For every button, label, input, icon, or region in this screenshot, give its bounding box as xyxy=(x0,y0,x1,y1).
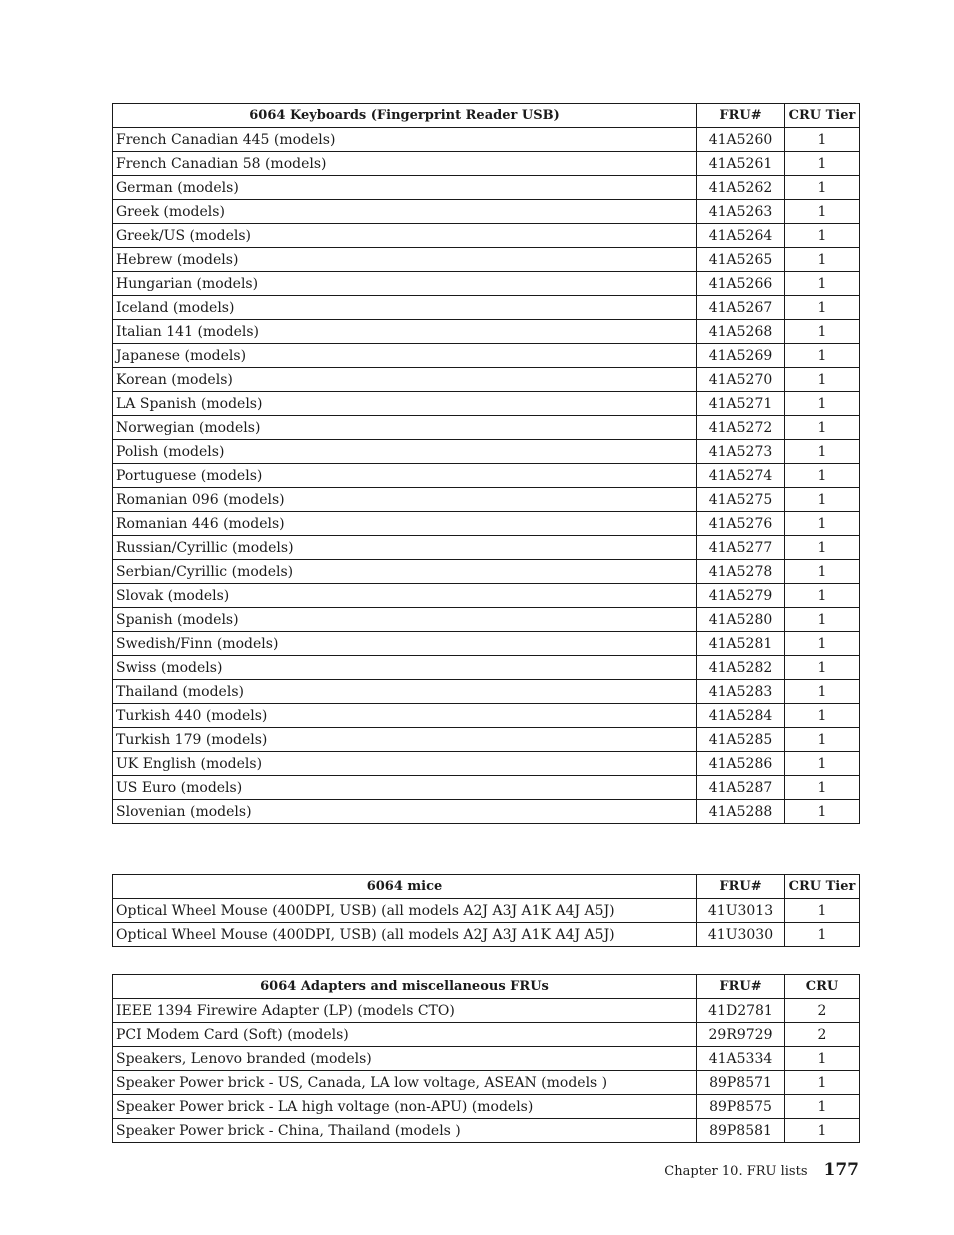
table-row xyxy=(113,536,860,560)
table-row xyxy=(113,152,860,176)
column-header-description: 6064 Adapters and miscellaneous FRUs xyxy=(113,975,697,999)
column-header-fru: FRU# xyxy=(697,975,785,999)
cell-description: Speaker Power brick - LA high voltage (non-APU) (models) xyxy=(113,1095,697,1119)
table-row xyxy=(113,272,860,296)
table-row xyxy=(113,320,860,344)
cell-fru-number: 41A5279 xyxy=(697,584,785,608)
cell-fru-number: 41A5270 xyxy=(697,368,785,392)
table-row xyxy=(113,608,860,632)
cell-cru-tier: 1 xyxy=(785,1047,860,1071)
cell-description: PCI Modem Card (Soft) (models) xyxy=(113,1023,697,1047)
cell-cru-tier: 1 xyxy=(785,752,860,776)
cell-description: Serbian/Cyrillic (models) xyxy=(113,560,697,584)
cell-fru-number: 41A5282 xyxy=(697,656,785,680)
cell-description: Japanese (models) xyxy=(113,344,697,368)
cell-fru-number: 41A5268 xyxy=(697,320,785,344)
cell-description: Swedish/Finn (models) xyxy=(113,632,697,656)
cell-cru-tier: 1 xyxy=(785,608,860,632)
column-header-description: 6064 Keyboards (Fingerprint Reader USB) xyxy=(113,104,697,128)
cell-cru-tier: 1 xyxy=(785,704,860,728)
cell-fru-number: 41A5261 xyxy=(697,152,785,176)
cell-fru-number: 41U3030 xyxy=(697,923,785,947)
cell-cru-tier: 1 xyxy=(785,536,860,560)
cell-cru-tier: 1 xyxy=(785,152,860,176)
cell-description: LA Spanish (models) xyxy=(113,392,697,416)
cell-description: Italian 141 (models) xyxy=(113,320,697,344)
cell-fru-number: 41A5266 xyxy=(697,272,785,296)
cell-cru-tier: 1 xyxy=(785,176,860,200)
cell-cru-tier: 1 xyxy=(785,488,860,512)
cell-cru-tier: 1 xyxy=(785,416,860,440)
table-row xyxy=(113,776,860,800)
cell-cru-tier: 1 xyxy=(785,632,860,656)
column-header-description: 6064 mice xyxy=(113,875,697,899)
table-row xyxy=(113,200,860,224)
cell-cru-tier: 1 xyxy=(785,296,860,320)
cell-description: Portuguese (models) xyxy=(113,464,697,488)
column-header-cru: CRU Tier xyxy=(785,875,860,899)
cell-description: Optical Wheel Mouse (400DPI, USB) (all models A2J A3J A1K A4J A5J) xyxy=(113,899,697,923)
cell-description: US Euro (models) xyxy=(113,776,697,800)
cell-description: UK English (models) xyxy=(113,752,697,776)
cell-fru-number: 41A5281 xyxy=(697,632,785,656)
cell-fru-number: 41A5283 xyxy=(697,680,785,704)
cell-description: Swiss (models) xyxy=(113,656,697,680)
cell-cru-tier: 1 xyxy=(785,200,860,224)
cell-description: Polish (models) xyxy=(113,440,697,464)
cell-description: Thailand (models) xyxy=(113,680,697,704)
cell-fru-number: 41A5275 xyxy=(697,488,785,512)
cell-description: IEEE 1394 Firewire Adapter (LP) (models CTO) xyxy=(113,999,697,1023)
cell-cru-tier: 1 xyxy=(785,128,860,152)
table-row xyxy=(113,656,860,680)
cell-description: Norwegian (models) xyxy=(113,416,697,440)
cell-fru-number: 41A5260 xyxy=(697,128,785,152)
table-row xyxy=(113,296,860,320)
cell-cru-tier: 1 xyxy=(785,728,860,752)
cell-description: Slovak (models) xyxy=(113,584,697,608)
table-row xyxy=(113,488,860,512)
table-row xyxy=(113,680,860,704)
cell-description: Romanian 096 (models) xyxy=(113,488,697,512)
column-header-fru: FRU# xyxy=(697,875,785,899)
table-row xyxy=(113,224,860,248)
table-row xyxy=(113,800,860,824)
cell-description: Romanian 446 (models) xyxy=(113,512,697,536)
cell-description: Hungarian (models) xyxy=(113,272,697,296)
cell-fru-number: 41A5277 xyxy=(697,536,785,560)
table-row xyxy=(113,248,860,272)
cell-fru-number: 41A5278 xyxy=(697,560,785,584)
cell-description: Korean (models) xyxy=(113,368,697,392)
cell-fru-number: 41A5334 xyxy=(697,1047,785,1071)
table-row xyxy=(113,464,860,488)
cell-fru-number: 41A5272 xyxy=(697,416,785,440)
cell-fru-number: 89P8581 xyxy=(697,1119,785,1143)
cell-cru-tier: 1 xyxy=(785,656,860,680)
cell-cru-tier: 2 xyxy=(785,999,860,1023)
cell-fru-number: 41A5274 xyxy=(697,464,785,488)
cell-cru-tier: 1 xyxy=(785,1071,860,1095)
cell-cru-tier: 1 xyxy=(785,899,860,923)
table-row xyxy=(113,1071,860,1095)
keyboards-table xyxy=(112,103,860,824)
table-row xyxy=(113,128,860,152)
cell-fru-number: 41A5264 xyxy=(697,224,785,248)
table-row xyxy=(113,560,860,584)
cell-fru-number: 41A5276 xyxy=(697,512,785,536)
cell-description: French Canadian 58 (models) xyxy=(113,152,697,176)
table-row xyxy=(113,344,860,368)
table-header-row xyxy=(113,104,860,128)
cell-description: Russian/Cyrillic (models) xyxy=(113,536,697,560)
cell-fru-number: 41U3013 xyxy=(697,899,785,923)
cell-fru-number: 41A5267 xyxy=(697,296,785,320)
table-row xyxy=(113,512,860,536)
mice-table xyxy=(112,874,860,947)
table-row xyxy=(113,752,860,776)
cell-fru-number: 29R9729 xyxy=(697,1023,785,1047)
cell-cru-tier: 1 xyxy=(785,272,860,296)
cell-description: Slovenian (models) xyxy=(113,800,697,824)
table-row xyxy=(113,368,860,392)
cell-cru-tier: 1 xyxy=(785,680,860,704)
cell-description: Optical Wheel Mouse (400DPI, USB) (all models A2J A3J A1K A4J A5J) xyxy=(113,923,697,947)
cell-description: Spanish (models) xyxy=(113,608,697,632)
table-row xyxy=(113,416,860,440)
cell-description: Speakers, Lenovo branded (models) xyxy=(113,1047,697,1071)
cell-fru-number: 41A5288 xyxy=(697,800,785,824)
cell-cru-tier: 1 xyxy=(785,344,860,368)
table-row xyxy=(113,728,860,752)
cell-description: Speaker Power brick - China, Thailand (models ) xyxy=(113,1119,697,1143)
table-row xyxy=(113,1023,860,1047)
cell-description: German (models) xyxy=(113,176,697,200)
page-number: 177 xyxy=(823,1160,859,1180)
cell-fru-number: 41A5287 xyxy=(697,776,785,800)
table-row xyxy=(113,1095,860,1119)
cell-cru-tier: 1 xyxy=(785,512,860,536)
cell-cru-tier: 1 xyxy=(785,1119,860,1143)
cell-fru-number: 41D2781 xyxy=(697,999,785,1023)
cell-cru-tier: 1 xyxy=(785,464,860,488)
table-row xyxy=(113,923,860,947)
cell-fru-number: 41A5273 xyxy=(697,440,785,464)
table-row xyxy=(113,392,860,416)
cell-description: Speaker Power brick - US, Canada, LA low voltage, ASEAN (models ) xyxy=(113,1071,697,1095)
cell-description: Greek/US (models) xyxy=(113,224,697,248)
cell-cru-tier: 1 xyxy=(785,320,860,344)
cell-cru-tier: 2 xyxy=(785,1023,860,1047)
cell-cru-tier: 1 xyxy=(785,800,860,824)
cell-description: Turkish 179 (models) xyxy=(113,728,697,752)
cell-description: Greek (models) xyxy=(113,200,697,224)
table-row xyxy=(113,632,860,656)
cell-cru-tier: 1 xyxy=(785,392,860,416)
chapter-title: Chapter 10. FRU lists xyxy=(664,1164,808,1179)
table-header-row xyxy=(113,875,860,899)
cell-fru-number: 41A5271 xyxy=(697,392,785,416)
cell-fru-number: 41A5265 xyxy=(697,248,785,272)
cell-cru-tier: 1 xyxy=(785,584,860,608)
cell-fru-number: 89P8571 xyxy=(697,1071,785,1095)
table-row xyxy=(113,704,860,728)
table-row xyxy=(113,1119,860,1143)
cell-fru-number: 41A5286 xyxy=(697,752,785,776)
cell-description: Hebrew (models) xyxy=(113,248,697,272)
cell-fru-number: 41A5262 xyxy=(697,176,785,200)
cell-fru-number: 41A5269 xyxy=(697,344,785,368)
cell-cru-tier: 1 xyxy=(785,440,860,464)
cell-cru-tier: 1 xyxy=(785,1095,860,1119)
cell-description: French Canadian 445 (models) xyxy=(113,128,697,152)
table-row xyxy=(113,176,860,200)
cell-cru-tier: 1 xyxy=(785,368,860,392)
table-header-row xyxy=(113,975,860,999)
table-row xyxy=(113,1047,860,1071)
cell-description: Turkish 440 (models) xyxy=(113,704,697,728)
table-row xyxy=(113,999,860,1023)
cell-fru-number: 41A5280 xyxy=(697,608,785,632)
table-row xyxy=(113,899,860,923)
cell-cru-tier: 1 xyxy=(785,248,860,272)
cell-cru-tier: 1 xyxy=(785,776,860,800)
cell-fru-number: 89P8575 xyxy=(697,1095,785,1119)
column-header-fru: FRU# xyxy=(697,104,785,128)
cell-description: Iceland (models) xyxy=(113,296,697,320)
adapters-table xyxy=(112,974,860,1143)
table-row xyxy=(113,440,860,464)
table-row xyxy=(113,584,860,608)
cell-fru-number: 41A5284 xyxy=(697,704,785,728)
cell-fru-number: 41A5285 xyxy=(697,728,785,752)
column-header-cru: CRU xyxy=(785,975,860,999)
column-header-cru: CRU Tier xyxy=(785,104,860,128)
page-footer xyxy=(664,1160,859,1180)
cell-cru-tier: 1 xyxy=(785,560,860,584)
cell-fru-number: 41A5263 xyxy=(697,200,785,224)
cell-cru-tier: 1 xyxy=(785,224,860,248)
cell-cru-tier: 1 xyxy=(785,923,860,947)
